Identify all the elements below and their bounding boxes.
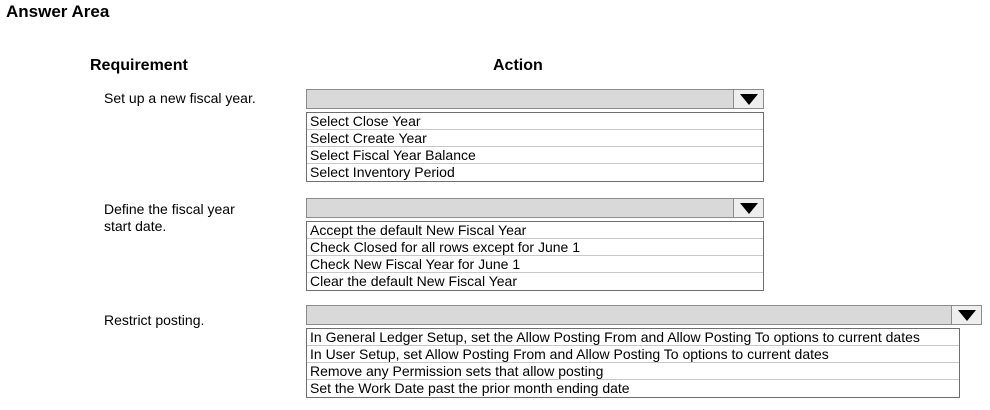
- action-header: Action: [493, 57, 543, 74]
- dropdown-option[interactable]: In User Setup, set Allow Posting From and Allow Posting To options to current dates: [307, 346, 959, 363]
- action-dropdown[interactable]: [306, 198, 764, 291]
- dropdown-option[interactable]: Check New Fiscal Year for June 1: [307, 256, 763, 273]
- dropdown-options: [306, 328, 960, 398]
- requirement-label: Restrict posting.: [104, 312, 205, 328]
- chevron-down-icon[interactable]: [733, 90, 763, 108]
- dropdown-option[interactable]: Clear the default New Fiscal Year: [310, 273, 517, 289]
- dropdown-option[interactable]: Select Create Year: [307, 130, 763, 147]
- action-dropdown[interactable]: [306, 89, 764, 182]
- dropdown-option[interactable]: Accept the default New Fiscal Year: [307, 222, 763, 239]
- dropdown-option[interactable]: Remove any Permission sets that allow posting: [307, 363, 959, 380]
- dropdown-options: [306, 112, 764, 182]
- dropdown-options: [306, 221, 764, 291]
- dropdown-header[interactable]: [306, 89, 764, 109]
- dropdown-header[interactable]: [306, 305, 982, 325]
- dropdown-option[interactable]: Set the Work Date past the prior month ending date: [310, 380, 630, 396]
- chevron-down-icon[interactable]: [951, 306, 981, 324]
- chevron-down-icon[interactable]: [733, 199, 763, 217]
- dropdown-option[interactable]: In General Ledger Setup, set the Allow Posting From and Allow Posting To options to current dates: [307, 329, 959, 346]
- dropdown-option[interactable]: Select Close Year: [307, 113, 763, 130]
- requirement-label: Define the fiscal year start date.: [104, 201, 235, 234]
- page-title: Answer Area: [6, 2, 110, 21]
- requirement-label: Set up a new fiscal year.: [104, 90, 256, 106]
- requirement-header: Requirement: [90, 57, 188, 74]
- dropdown-option[interactable]: Select Inventory Period: [310, 164, 455, 180]
- dropdown-header[interactable]: [306, 198, 764, 218]
- action-dropdown[interactable]: [306, 305, 982, 398]
- dropdown-option[interactable]: Select Fiscal Year Balance: [307, 147, 763, 164]
- dropdown-option[interactable]: Check Closed for all rows except for June 1: [307, 239, 763, 256]
